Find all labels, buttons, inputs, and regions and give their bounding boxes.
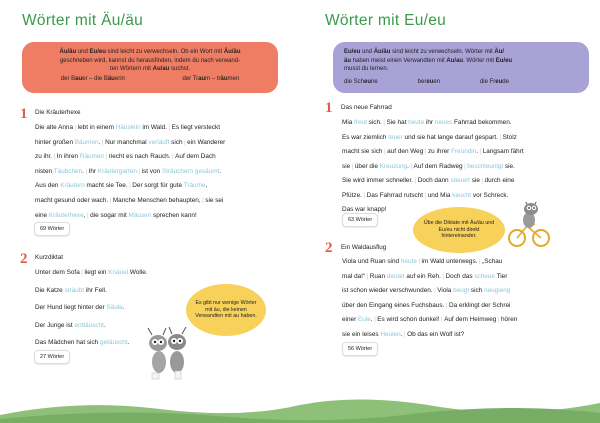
word-separator: | bbox=[410, 162, 413, 170]
word-separator: | bbox=[414, 177, 417, 184]
word-separator: | bbox=[168, 124, 171, 131]
ant-on-bike-icon bbox=[505, 202, 553, 248]
text-segment: hinter großen bbox=[35, 138, 75, 146]
word-separator: | bbox=[53, 153, 56, 161]
text-line bbox=[342, 206, 386, 213]
text-segment: Das war knapp! bbox=[342, 206, 387, 213]
highlighted-word: Heulen bbox=[380, 331, 401, 338]
text-line bbox=[35, 322, 106, 329]
highlighted-word: heute bbox=[408, 119, 425, 126]
page-title: Wörter mit Äu/äu bbox=[22, 12, 144, 29]
page-title: Wörter mit Eu/eu bbox=[325, 12, 447, 29]
text-segment: lebt in einem bbox=[77, 124, 116, 131]
exercise-heading: Kurzdiktat bbox=[35, 254, 63, 261]
text-segment: im Wald unterwegs. bbox=[421, 258, 478, 265]
text-segment: Doch das bbox=[445, 272, 475, 280]
text-segment: und sie hat lange darauf gespart. bbox=[402, 133, 498, 141]
text-segment: „Schau bbox=[482, 258, 503, 265]
exercise-heading: Ein Waldausflug bbox=[341, 244, 387, 251]
text-segment: macht gesund oder wach. bbox=[35, 197, 109, 204]
text-line bbox=[35, 304, 125, 311]
text-segment: Ob das ein Wolf ist? bbox=[407, 331, 465, 338]
highlighted-word: sträubt bbox=[64, 286, 85, 294]
text-segment: mal da!“ bbox=[342, 272, 366, 280]
text-line bbox=[342, 273, 507, 280]
example-pairs: der Bauer – die Bäuerin der Traum – träumen bbox=[60, 75, 240, 82]
word-separator: | bbox=[481, 177, 484, 184]
highlighted-word: Eule bbox=[358, 316, 371, 324]
word-separator: | bbox=[445, 301, 448, 309]
text-segment: sprechen kann! bbox=[151, 211, 197, 219]
word-count-badge: 69 Wörter bbox=[34, 222, 70, 236]
text-line bbox=[342, 331, 464, 338]
text-segment: Der Hund liegt hinter der bbox=[35, 304, 107, 311]
word-separator: | bbox=[366, 272, 369, 280]
word-count-badge: 63 Wörter bbox=[342, 213, 378, 227]
highlighted-word: keucht bbox=[452, 191, 472, 199]
text-segment: Das Fahrrad rutscht bbox=[366, 191, 424, 199]
highlighted-word: Kräuterhexe bbox=[48, 211, 84, 219]
text-segment: Manche Menschen behaupten, bbox=[112, 197, 201, 204]
text-segment: vor Schreck. bbox=[471, 191, 509, 199]
word-separator: | bbox=[81, 269, 83, 276]
highlighted-word: Bäumen bbox=[74, 138, 99, 146]
highlighted-word: Kreuzung bbox=[379, 162, 408, 170]
page-number: 16 bbox=[14, 407, 21, 413]
text-segment: sie bbox=[469, 177, 480, 184]
text-line bbox=[35, 339, 130, 346]
text-segment: ist schon wieder verschwunden. bbox=[342, 287, 433, 295]
text-segment: . bbox=[476, 148, 479, 155]
highlighted-word: Kräutern bbox=[60, 182, 85, 190]
text-segment: sich. bbox=[366, 119, 382, 126]
text-segment: . bbox=[98, 138, 101, 146]
word-separator: | bbox=[424, 191, 427, 199]
highlighted-word: teuer bbox=[388, 133, 403, 141]
text-segment: Der Junge ist bbox=[35, 321, 75, 329]
text-segment: Der sorgt für gute bbox=[132, 182, 184, 190]
exercise-heading: Die Kräuterhexe bbox=[35, 109, 81, 116]
text-segment: . bbox=[370, 316, 373, 324]
exercise-number: 2 bbox=[20, 251, 28, 267]
text-segment: zu ihrer bbox=[427, 148, 452, 155]
word-separator: | bbox=[184, 138, 186, 146]
text-segment: Wolle. bbox=[128, 269, 148, 276]
text-segment: ist von bbox=[141, 167, 162, 175]
word-separator: | bbox=[434, 287, 436, 295]
word-count-badge: 56 Wörter bbox=[342, 342, 378, 356]
right-page bbox=[300, 0, 600, 423]
text-segment: zu ihr. bbox=[35, 153, 53, 161]
text-segment: sie sei bbox=[205, 197, 224, 204]
text-segment: über die bbox=[354, 162, 380, 170]
exercise-number: 1 bbox=[20, 106, 28, 122]
word-separator: | bbox=[171, 153, 174, 161]
text-segment: Es liegt versteckt bbox=[171, 124, 220, 131]
text-segment: Auf dem Dach bbox=[175, 153, 216, 161]
word-separator: | bbox=[351, 162, 354, 170]
text-segment: sich bbox=[469, 287, 485, 295]
text-segment: macht sie Tee. bbox=[84, 182, 128, 190]
word-separator: | bbox=[440, 316, 443, 324]
text-segment: Ruan bbox=[369, 272, 387, 280]
text-segment: . bbox=[82, 167, 84, 175]
text-segment: Auf dem Heimweg bbox=[444, 316, 497, 324]
text-segment: Das Mädchen hat sich bbox=[35, 339, 101, 346]
text-line bbox=[35, 182, 207, 189]
text-line bbox=[342, 148, 524, 155]
word-count-badge: 27 Wörter bbox=[34, 350, 70, 364]
info-box: Äu/äu und Eu/eu sind leicht zu verwechseln. Ob ein Wort mit Äu/äu geschrieben wird, kannst du herausfinden, indem du nach verwand- ten Wörtern mit Au/au suchst. der Bauer – die Bäuerin der Traum – träumen bbox=[22, 42, 278, 93]
text-segment: . bbox=[407, 162, 409, 170]
text-line bbox=[35, 139, 225, 146]
word-separator: | bbox=[101, 138, 104, 146]
text-segment: Mia bbox=[342, 119, 355, 126]
text-segment: In ihren bbox=[56, 153, 80, 161]
text-segment: Sie wird immer schneller. bbox=[342, 177, 414, 184]
word-separator: | bbox=[418, 258, 421, 265]
word-separator: | bbox=[85, 167, 88, 175]
text-segment: Aus den bbox=[35, 182, 61, 190]
highlighted-word: Täubchen bbox=[53, 167, 83, 175]
text-line bbox=[342, 192, 508, 199]
text-segment: sie bbox=[342, 162, 351, 170]
highlighted-word: enttäuscht bbox=[74, 321, 104, 329]
text-segment: . bbox=[127, 339, 130, 346]
text-line bbox=[35, 168, 221, 175]
text-segment: Nur manchmal bbox=[105, 138, 149, 146]
text-segment: Viola bbox=[437, 287, 454, 295]
text-segment: Es war ziemlich bbox=[342, 133, 389, 141]
word-separator: | bbox=[403, 331, 406, 338]
text-segment: Fahrrad bekommen. bbox=[452, 119, 512, 126]
word-separator: | bbox=[105, 153, 108, 161]
highlighted-word: Freundin bbox=[451, 148, 477, 155]
highlighted-word: steuert bbox=[450, 177, 470, 184]
text-segment: über den Eingang eines Fuchsbaus. bbox=[342, 301, 445, 309]
text-segment: ein Wanderer bbox=[187, 138, 226, 146]
highlighted-word: Knäuel bbox=[108, 269, 129, 276]
text-segment: im Wald. bbox=[140, 124, 167, 131]
text-segment: sich bbox=[169, 138, 183, 146]
text-line bbox=[35, 153, 216, 160]
word-separator: | bbox=[442, 272, 445, 280]
highlighted-word: beschleunigt bbox=[467, 162, 504, 170]
exercise-heading: Das neue Fahrrad bbox=[341, 104, 392, 111]
text-segment: ihr Fell. bbox=[84, 286, 107, 294]
word-separator: | bbox=[129, 182, 131, 190]
text-segment: macht sie sich bbox=[342, 148, 383, 155]
text-segment: Sie hat bbox=[386, 119, 409, 126]
text-segment: hören bbox=[500, 316, 518, 324]
text-segment: liegt ein bbox=[84, 269, 109, 276]
text-line bbox=[342, 134, 517, 141]
word-separator: | bbox=[86, 211, 89, 219]
exercise-number: 1 bbox=[325, 100, 333, 116]
word-separator: | bbox=[109, 197, 112, 204]
highlighted-word: neugierig bbox=[484, 287, 511, 295]
word-separator: | bbox=[383, 119, 385, 126]
text-line bbox=[342, 163, 515, 170]
text-segment: Tier bbox=[494, 272, 508, 280]
word-separator: | bbox=[478, 258, 481, 265]
text-line bbox=[342, 177, 514, 184]
example-words: die Scheune bereuen die Freude bbox=[344, 78, 509, 85]
text-segment: , bbox=[205, 182, 208, 190]
highlighted-word: Säule bbox=[106, 304, 123, 311]
green-hill-decoration bbox=[0, 385, 600, 423]
text-line bbox=[342, 302, 510, 309]
highlighted-word: Räumen bbox=[79, 153, 104, 161]
highlighted-word: freut bbox=[354, 119, 367, 126]
word-separator: | bbox=[424, 148, 427, 155]
highlighted-word: neues bbox=[434, 119, 453, 126]
word-separator: | bbox=[479, 148, 482, 155]
text-segment: Doch dann bbox=[417, 177, 451, 184]
text-line bbox=[35, 124, 220, 131]
text-line bbox=[35, 212, 197, 219]
text-segment: durch eine bbox=[484, 177, 515, 184]
tip-bubble: Übe die Diktate mit Äu/äu und Eu/eu nicht direkt hintereinander. bbox=[413, 207, 505, 253]
word-separator: | bbox=[497, 316, 500, 324]
word-separator: | bbox=[374, 316, 376, 324]
highlighted-word: Träume bbox=[183, 182, 206, 190]
highlighted-word: beugt bbox=[453, 287, 470, 295]
word-separator: | bbox=[384, 148, 386, 155]
text-segment: . bbox=[103, 321, 106, 329]
text-segment: . bbox=[219, 167, 222, 175]
text-segment: . bbox=[400, 331, 403, 338]
info-box: Eu/eu und Äu/äu sind leicht zu verwechseln. Wörter mit Äu/ äu haben meist einen Verwandten mit Au/au. Wörter mit Eu/eu musst du lernen. die Scheune bereuen die Freude bbox=[333, 42, 589, 93]
text-line bbox=[342, 119, 512, 126]
text-segment: Pfütze. bbox=[342, 191, 362, 199]
word-separator: | bbox=[202, 197, 204, 204]
text-segment: ihr bbox=[424, 119, 435, 126]
text-segment: . bbox=[122, 304, 125, 311]
text-line bbox=[342, 316, 517, 323]
tip-bubble: Es gibt nur wenige Wörter mit äu, die keinen Verwandten mit au haben. bbox=[186, 284, 266, 336]
text-segment: Auf dem Radweg bbox=[413, 162, 463, 170]
highlighted-word: deutet bbox=[386, 272, 405, 280]
highlighted-word: getäuscht bbox=[100, 339, 128, 346]
text-line bbox=[35, 269, 148, 276]
highlighted-word: verläuft bbox=[148, 138, 170, 146]
highlighted-word: scheue bbox=[474, 272, 495, 280]
text-segment: Es wird schon dunkel! bbox=[377, 316, 440, 324]
text-segment: , bbox=[83, 211, 86, 219]
highlighted-word: Mäusen bbox=[128, 211, 152, 219]
word-separator: | bbox=[464, 162, 466, 170]
highlighted-word: Häuslein bbox=[115, 124, 141, 131]
text-segment: Langsam fährt bbox=[482, 148, 524, 155]
text-segment: Die alte Anna bbox=[35, 124, 74, 131]
text-segment: Ihr bbox=[88, 167, 98, 175]
text-segment: und Mia bbox=[427, 191, 453, 199]
text-segment: Stolz bbox=[502, 133, 517, 141]
highlighted-word: heute bbox=[400, 258, 417, 265]
text-segment: eine bbox=[35, 211, 49, 219]
text-segment: nisten bbox=[35, 167, 54, 175]
text-segment: Da erklingt der Schrei bbox=[449, 301, 511, 309]
text-segment: Unter dem Sofa bbox=[35, 269, 80, 276]
text-segment: auf ein Reh. bbox=[404, 272, 441, 280]
word-separator: | bbox=[363, 191, 366, 199]
text-segment: sie ein leises bbox=[342, 331, 381, 338]
text-segment: Die Katze bbox=[35, 286, 65, 294]
text-segment: einer bbox=[342, 316, 358, 324]
text-line bbox=[35, 197, 223, 204]
word-separator: | bbox=[74, 124, 77, 131]
exercise-number: 2 bbox=[325, 240, 333, 256]
highlighted-word: Kräutergarten bbox=[97, 167, 137, 175]
word-separator: | bbox=[138, 167, 141, 175]
text-line bbox=[342, 287, 510, 294]
word-separator: | bbox=[499, 133, 502, 141]
text-segment: sie. bbox=[503, 162, 515, 170]
text-segment: die sogar mit bbox=[90, 211, 129, 219]
text-segment: auf den Weg bbox=[387, 148, 424, 155]
ant-characters-icon bbox=[142, 327, 194, 385]
text-line bbox=[342, 258, 502, 265]
text-segment: riecht es nach Rauch. bbox=[108, 153, 171, 161]
text-line bbox=[35, 287, 107, 294]
highlighted-word: Sträuchern gesäumt bbox=[161, 167, 220, 175]
text-segment: Viola und Ruan sind bbox=[342, 258, 401, 265]
